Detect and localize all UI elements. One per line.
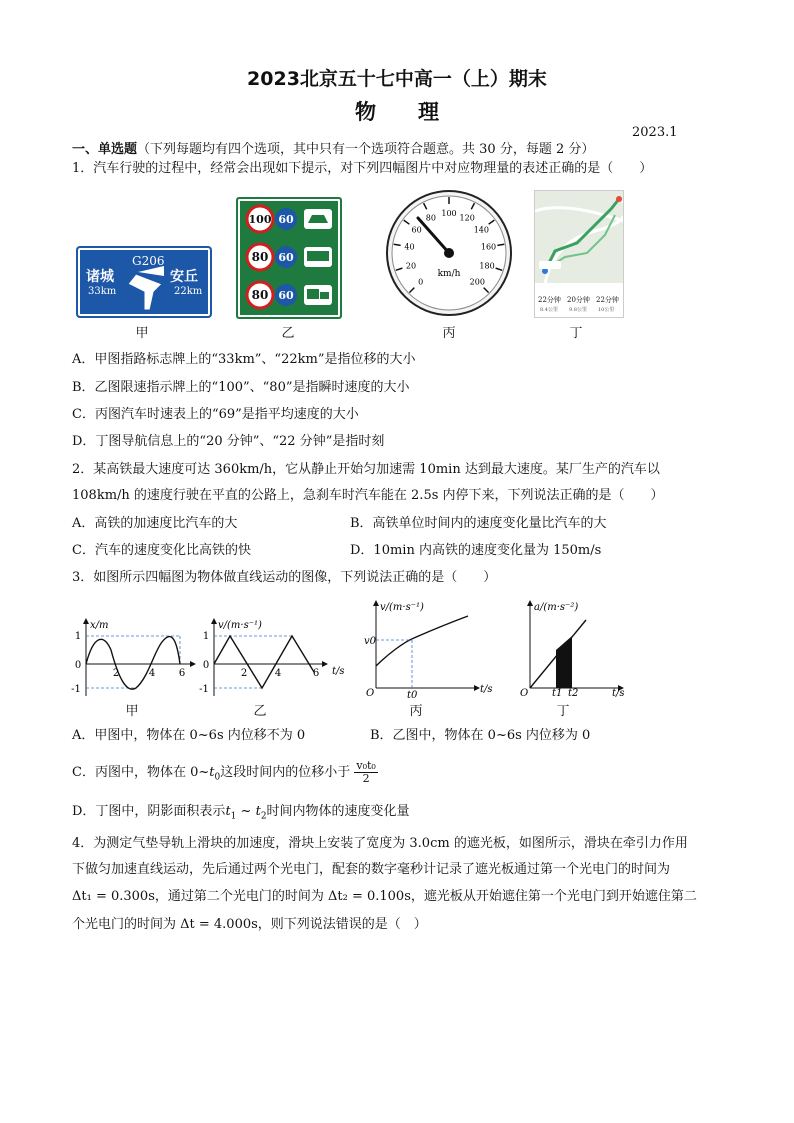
graph-jia-xtick: 2: [112, 668, 120, 679]
q3-option-d: D．丁图中，阴影面积表示$t_1$ ~ $t_2$时间内物体的速度变化量: [72, 804, 410, 822]
caption-yi: 乙: [281, 326, 295, 341]
route-1-dist: 8.4公里: [540, 307, 558, 313]
speedometer-icon: [384, 188, 514, 318]
graph-yi-ytick: 0: [202, 660, 210, 671]
graph-bing-caption: 丙: [409, 704, 423, 719]
graph-jia: [70, 616, 200, 700]
q1-option-a: A．甲图指路标志牌上的“33km”、“22km”是指位移的大小: [72, 352, 416, 367]
speedometer-tick-label: 60: [411, 225, 422, 235]
graph-bing-v0: v0: [364, 636, 377, 647]
speedometer-tick-label: 0: [418, 277, 424, 287]
graph-ding-t2: t2: [568, 688, 579, 699]
q3-option-c: C．丙图中，物体在 $0\sim t_0$这段时间内的位移小于 $\frac{\text{v₀t₀}}{2}$: [72, 759, 376, 785]
route-2-dist: 9.8公里: [569, 307, 587, 313]
speed-limit-sign: [236, 197, 342, 319]
graph-yi: [198, 616, 348, 700]
limit-3: 80: [251, 288, 269, 302]
min-2: 60: [278, 251, 294, 264]
q2-option-b: B．高铁单位时间内的速度变化量比汽车的大: [350, 516, 607, 531]
caption-bing: 丙: [442, 326, 456, 341]
q3-option-c-prefix: C．丙图中，物体在 0~: [72, 765, 210, 780]
graph-bing-origin: O: [366, 688, 375, 699]
graph-jia-caption: 甲: [125, 704, 139, 719]
q2-option-c: C．汽车的速度变化比高铁的快: [72, 543, 251, 558]
graph-jia-ytick: 1: [74, 631, 82, 642]
graph-jia-xtick: 6: [178, 668, 186, 679]
right-city: 安丘: [170, 269, 198, 285]
q3-option-d-prefix: D．丁图中，阴影面积表示: [72, 804, 226, 819]
speedometer-tick-label: 120: [459, 213, 475, 223]
route-3-time: 22分钟: [596, 296, 619, 304]
graph-ding-caption: 丁: [556, 704, 570, 719]
q1-stem: 1．汽车行驶的过程中，经常会出现如下提示，对下列四幅图片中对应物理量的表述正确的是（ ）: [72, 161, 653, 176]
q3-option-b: B．乙图中，物体在 0~6s 内位移为 0: [370, 728, 591, 743]
caption-jia: 甲: [135, 326, 149, 341]
q4-line1: 4．为测定气垫导轨上滑块的加速度，滑块上安装了宽度为 3.0cm 的遮光板，如图所示，滑块在牵引力作用: [72, 836, 688, 851]
fraction-denominator: 2: [362, 772, 370, 785]
graph-yi-xtick: 2: [240, 668, 248, 679]
graph-ding-t1: t1: [552, 688, 563, 699]
limit-1: 100: [248, 213, 272, 226]
graph-bing-ylabel: v/(m·s⁻¹): [380, 602, 424, 613]
route-3-dist: 10公里: [598, 307, 615, 313]
limit-2: 80: [251, 250, 269, 264]
speedometer-tick-label: 80: [425, 213, 436, 223]
q2-stem-line2: 108km/h 的速度行驶在平直的公路上，急刹车时汽车能在 2.5s 内停下来，下列说法正确的是（ ）: [72, 488, 664, 503]
graph-ding-ylabel: a/(m·s⁻²): [534, 602, 579, 613]
graph-ding-xlabel: t/s: [612, 688, 625, 699]
caption-ding: 丁: [569, 326, 583, 341]
graph-yi-ylabel: v/(m·s⁻¹): [218, 620, 262, 631]
graph-bing: [354, 596, 500, 700]
graph-yi-xtick: 6: [312, 668, 320, 679]
route-2-time: 20分钟: [567, 296, 590, 304]
speedometer-tick-label: 160: [480, 242, 497, 252]
q1-option-c: C．丙图汽车时速表上的“69”是指平均速度的大小: [72, 407, 359, 422]
graph-bing-t0: t0: [407, 690, 418, 700]
speedometer-tick-label: 40: [404, 242, 415, 252]
graph-jia-xtick: 4: [148, 668, 156, 679]
section-note: （下列每题均有四个选项，其中只有一个选项符合题意。共 30 分，每题 2 分）: [137, 142, 595, 157]
graph-yi-caption: 乙: [253, 704, 267, 719]
route-1-time: 22分钟: [538, 296, 561, 304]
q2-option-d: D．10min 内高铁的速度变化量为 150m/s: [350, 543, 602, 558]
speedometer-unit: km/h: [437, 269, 461, 279]
q4-line3: Δt₁ = 0.300s，通过第二个光电门的时间为 Δt₂ = 0.100s，遮光板从开始遮住第一个光电门到开始遮住第二: [72, 889, 697, 904]
t0-symbol: t: [209, 765, 215, 780]
left-city: 诸城: [86, 269, 114, 285]
right-distance: 22km: [174, 286, 203, 297]
speedometer-tick-label: 100: [441, 209, 457, 218]
speed-limit-graphic: [238, 199, 340, 317]
road-direction-sign: [76, 246, 212, 318]
q2-option-a: A．高铁的加速度比汽车的大: [72, 516, 238, 531]
q3-option-a: A．甲图中，物体在 0~6s 内位移不为 0: [72, 728, 306, 743]
fraction-numerator: v₀t₀: [356, 759, 376, 772]
fraction-v0t0-over-2: [354, 760, 377, 785]
min-3: 60: [278, 289, 294, 302]
q4-line2: 下做匀加速直线运动，先后通过两个光电门，配套的数字毫秒计记录了遮光板通过第一个光电门的时间为: [72, 862, 671, 877]
graph-yi-ytick: 1: [202, 631, 210, 642]
speedometer-tick-label: 180: [479, 261, 495, 271]
exam-title: 2023北京五十七中高一（上）期末: [247, 68, 547, 90]
exam-date: 2023.1: [632, 125, 678, 140]
subject-title: 物 理: [355, 100, 439, 124]
graph-ding-origin: O: [520, 688, 529, 699]
road-number: G206: [132, 254, 165, 268]
q1-option-d: D．丁图导航信息上的“20 分钟”、“22 分钟”是指时刻: [72, 434, 385, 449]
speedometer-tick-label: 20: [405, 261, 417, 271]
q4-line4: 个光电门的时间为 Δt = 4.000s，则下列说法错误的是（ ）: [72, 917, 427, 932]
graph-yi-ytick: -1: [199, 684, 209, 695]
speedometer-tick-label: 140: [473, 225, 490, 235]
graph-jia-ytick: 0: [74, 660, 82, 671]
q3-option-c-mid: 这段时间内的位移小于: [220, 765, 351, 780]
speedometer-tick-label: 200: [469, 277, 485, 287]
section-name: 一、单选题: [72, 142, 138, 157]
graph-jia-ylabel: x/m: [90, 620, 109, 631]
q3-option-d-suffix: 时间内物体的速度变化量: [266, 804, 410, 819]
graph-jia-ytick: -1: [71, 684, 81, 695]
graph-yi-xtick: 4: [274, 668, 282, 679]
graph-bing-xlabel: t/s: [480, 684, 493, 695]
q3-stem: 3．如图所示四幅图为物体做直线运动的图像，下列说法正确的是（ ）: [72, 570, 497, 585]
left-distance: 33km: [88, 286, 117, 297]
q2-stem-line1: 2．某高铁最大速度可达 360km/h，它从静止开始匀加速需 10min 达到最大速度。某厂生产的汽车以: [72, 462, 660, 477]
graph-yi-xlabel: t/s: [332, 666, 345, 677]
graph-ding: [510, 596, 640, 700]
q1-option-b: B．乙图限速指示牌上的“100”、“80”是指瞬时速度的大小: [72, 380, 410, 395]
navigation-screenshot: [534, 190, 624, 318]
map-icon: [535, 191, 623, 283]
section-heading: [72, 141, 594, 159]
min-1: 60: [278, 213, 294, 226]
